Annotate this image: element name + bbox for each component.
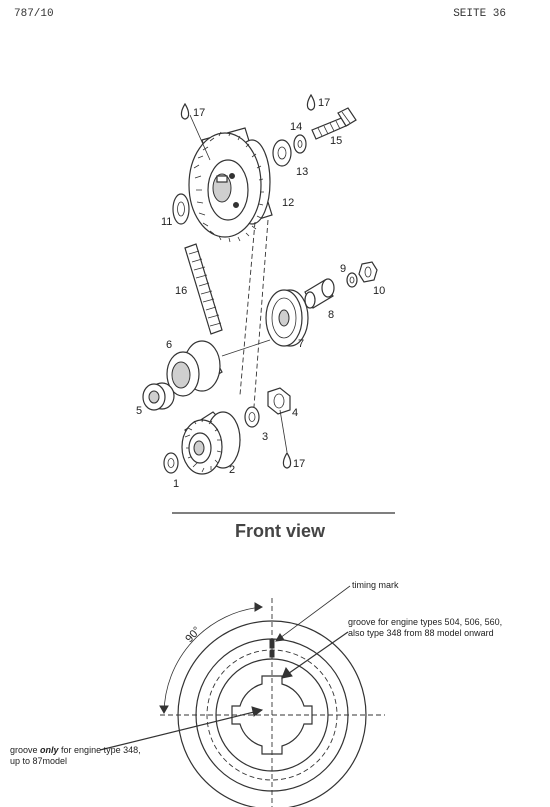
- part-number: 13: [296, 166, 309, 178]
- angle-label: 90°: [183, 624, 204, 646]
- page-number: SEITE 36: [453, 8, 506, 20]
- groove-types-label: groove for engine types 504, 506, 560,: [348, 617, 503, 627]
- part-number: 10: [373, 285, 386, 297]
- part-number: 15: [330, 135, 343, 147]
- part-number: 8: [328, 309, 335, 321]
- part-number: 17: [318, 97, 331, 109]
- part-number: 7: [298, 338, 305, 350]
- leader-line: [222, 340, 270, 356]
- groove-only-label: groove only for engine type 348,: [10, 745, 141, 755]
- sleeve-6: [167, 341, 222, 396]
- stud-8: [305, 279, 334, 308]
- arrow-head: [282, 668, 292, 678]
- oil-drop-icon: [307, 95, 314, 110]
- front-view-title: Front view: [234, 521, 326, 541]
- part-number: 12: [282, 197, 295, 209]
- part-number: 1: [173, 478, 180, 490]
- callout-line: [282, 632, 348, 678]
- nut-10: [359, 262, 377, 282]
- washer-3: [245, 407, 259, 427]
- spacer-5: [143, 383, 174, 410]
- washer-9: [347, 273, 357, 287]
- part-number: 3: [262, 431, 269, 443]
- washer-14: [294, 135, 306, 153]
- part-number: 14: [290, 121, 303, 133]
- nut-4: [268, 388, 290, 414]
- arrow-head: [255, 603, 262, 611]
- part-number: 5: [136, 405, 143, 417]
- timing-mark-label: timing mark: [352, 580, 399, 590]
- oil-drop-icon: [181, 104, 188, 119]
- groove-types-label: also type 348 from 88 model onward: [348, 628, 494, 638]
- washer-1: [164, 453, 178, 473]
- washer-13: [273, 140, 291, 166]
- callout-line: [276, 586, 350, 641]
- alignment-line: [240, 222, 255, 395]
- callout-line: [100, 710, 262, 750]
- part-number: 9: [340, 263, 347, 275]
- oil-drop-icon: [283, 453, 290, 468]
- part-number: 4: [292, 407, 299, 419]
- part-number: 17: [193, 107, 206, 119]
- part-number: 16: [175, 285, 188, 297]
- part-number: 17: [293, 458, 306, 470]
- toothed-belt-16: [185, 244, 222, 334]
- arrow-head: [160, 706, 168, 713]
- part-number: 2: [229, 464, 236, 476]
- groove-only-label: up to 87model: [10, 756, 68, 766]
- part-number: 11: [161, 216, 173, 228]
- arrow-head: [276, 634, 284, 641]
- washer-11: [173, 194, 189, 224]
- angle-arc: [164, 607, 262, 713]
- camshaft-pulley-12: [189, 128, 272, 242]
- page-code: 787/10: [14, 8, 54, 20]
- leader-line: [280, 410, 287, 452]
- part-number: 6: [166, 339, 173, 351]
